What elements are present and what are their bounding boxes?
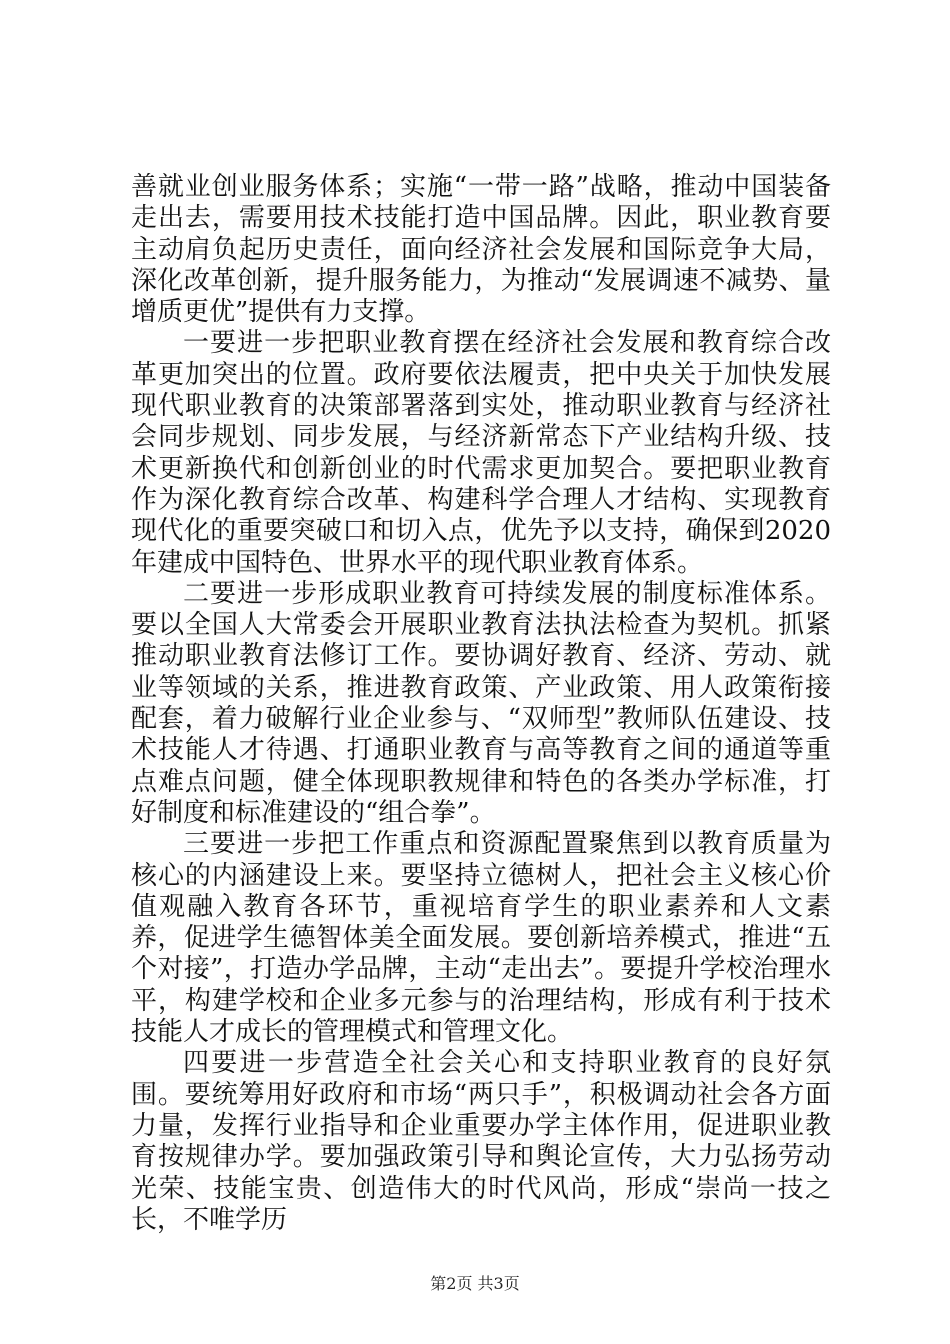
page-number-footer: 第2页 共3页 <box>430 1274 520 1293</box>
paragraph-point-one: 一要进一步把职业教育摆在经济社会发展和教育综合改革更加突出的位置。政府要依法履责，把中央关于加快发展现代职业教育的决策部署落到实处，推动职业教育与经济社会同步规划、同步发展，与经济新常态下产业结构升级、技术更新换代和创新创业的时代需求更加契合。要把职业教育作为深化教育综合改革、构建科学合理人才结构、实现教育现代化的重要突破口和切入点，优先予以支持，确保到2020年建成中国特色、世界水平的现代职业教育体系。 <box>131 328 831 578</box>
paragraph-point-two: 二要进一步形成职业教育可持续发展的制度标准体系。要以全国人大常委会开展职业教育法执法检查为契机。抓紧推动职业教育法修订工作。要协调好教育、经济、劳动、就业等领域的关系，推进教育政策、产业政策、用人政策衔接配套，着力破解行业企业参与、“双师型”教师队伍建设、技术技能人才待遇、打通职业教育与高等教育之间的通道等重点难点问题，健全体现职教规律和特色的各类办学标准，打好制度和标准建设的“组合拳”。 <box>131 578 831 828</box>
paragraph-continuation: 善就业创业服务体系；实施“一带一路”战略，推动中国装备走出去，需要用技术技能打造中国品牌。因此，职业教育要主动肩负起历史责任，面向经济社会发展和国际竞争大局，深化改革创新，提升服务能力，为推动“发展调速不减势、量增质更优”提供有力支撑。 <box>131 172 831 328</box>
document-body <box>131 172 831 1236</box>
paragraph-point-four: 四要进一步营造全社会关心和支持职业教育的良好氛围。要统筹用好政府和市场“两只手”，积极调动社会各方面力量，发挥行业指导和企业重要办学主体作用，促进职业教育按规律办学。要加强政策引导和舆论宣传，大力弘扬劳动光荣、技能宝贵、创造伟大的时代风尚，形成“崇尚一技之长，不唯学历 <box>131 1048 831 1235</box>
paragraph-point-three: 三要进一步把工作重点和资源配置聚焦到以教育质量为核心的内涵建设上来。要坚持立德树人，把社会主义核心价值观融入教育各环节，重视培育学生的职业素养和人文素养，促进学生德智体美全面发展。要创新培养模式，推进“五个对接”，打造办学品牌，主动“走出去”。要提升学校治理水平，构建学校和企业多元参与的治理结构，形成有利于技术技能人才成长的管理模式和管理文化。 <box>131 829 831 1048</box>
